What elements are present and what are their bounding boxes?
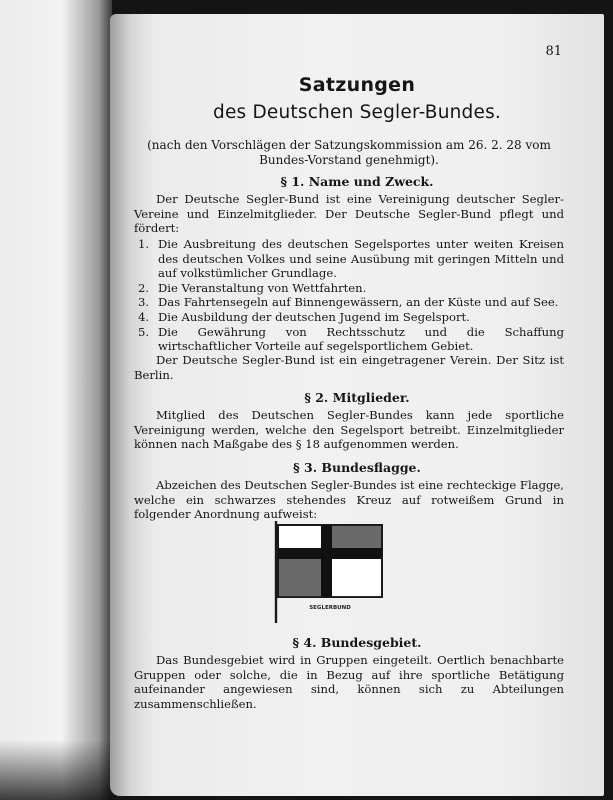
list-item-text: Die Gewährung von Rechtsschutz und die Schaffung wirtschaftlicher Vorteile auf segelsportlichem Gebiet. (158, 324, 564, 354)
section-heading-4: § 4. Bundesgebiet. (292, 635, 422, 650)
page-title: Satzungen (298, 74, 416, 96)
flag-icon (274, 519, 384, 624)
section-1-list (138, 237, 564, 354)
section-heading-2: § 2. Mitglieder. (304, 390, 410, 405)
section-3-body (134, 478, 564, 522)
list-item (138, 295, 564, 310)
section-4-body-text: Das Bundesgebiet wird in Gruppen eingeteilt. Oertlich benachbarte Gruppen oder solche, die in Bezug auf ihre sportliche Betätigung aufeinander angewiesen sind, können sich zu Abteilungen zusammenschließen. (134, 653, 564, 711)
list-item-text: Die Ausbreitung des deutschen Segelsportes unter weiten Kreisen des deutschen Volkes und seine Ausübung mit geringen Mitteln und auf volkstümlicher Grundlage. (158, 237, 564, 281)
book-page (110, 14, 604, 796)
list-item-number: 1. (138, 237, 150, 251)
list-item-text: Das Fahrtensegeln auf Binnengewässern, an der Küste und auf See. (158, 295, 559, 310)
list-item-number: 2. (138, 280, 150, 295)
section-1-intro (134, 192, 564, 236)
list-item (138, 281, 564, 296)
list-item (138, 310, 564, 325)
section-1-outro-text: Der Deutsche Segler-Bund ist ein eingetragener Verein. Der Sitz ist Berlin. (134, 353, 564, 382)
list-item-text: Die Ausbildung der deutschen Jugend im Segelsport. (158, 309, 470, 324)
section-heading-1: § 1. Name und Zweck. (280, 174, 434, 189)
page-number: 81 (545, 44, 562, 59)
federation-flag-illustration (274, 519, 384, 624)
list-item-number: 5. (138, 324, 150, 339)
facing-page-edge (0, 0, 112, 800)
section-1-intro-text: Der Deutsche Segler-Bund ist eine Vereinigung deutscher Segler-Vereine und Einzelmitglieder. Der Deutsche Segler-Bund pflegt und fördert: (134, 192, 564, 236)
list-item-text: Die Veranstaltung von Wettfahrten. (158, 280, 367, 295)
list-item (138, 237, 564, 281)
list-item (138, 325, 564, 354)
approval-note: (nach den Vorschlägen der Satzungskommission am 26. 2. 28 vom Bundes-Vorstand genehmigt). (147, 138, 551, 167)
section-heading-3: § 3. Bundesflagge. (293, 460, 421, 475)
section-2-body-text: Mitglied des Deutschen Segler-Bundes kann jede sportliche Vereinigung werden, welche den Segelsport betreibt. Einzelmitglieder können nach Maßgabe des § 18 aufgenommen werden. (134, 408, 564, 452)
section-1-outro (134, 353, 564, 382)
flag-caption: SEGLERBUND (309, 605, 351, 611)
section-4-body (134, 653, 564, 711)
list-item-number: 3. (138, 295, 150, 310)
list-item-number: 4. (138, 309, 150, 324)
section-3-body-text: Abzeichen des Deutschen Segler-Bundes ist eine rechteckige Flagge, welche ein schwarzes stehendes Kreuz auf rotweißem Grund in folgender Anordnung aufweist: (134, 478, 564, 522)
section-2-body (134, 408, 564, 452)
page-subtitle: des Deutschen Segler-Bundes. (213, 102, 501, 123)
